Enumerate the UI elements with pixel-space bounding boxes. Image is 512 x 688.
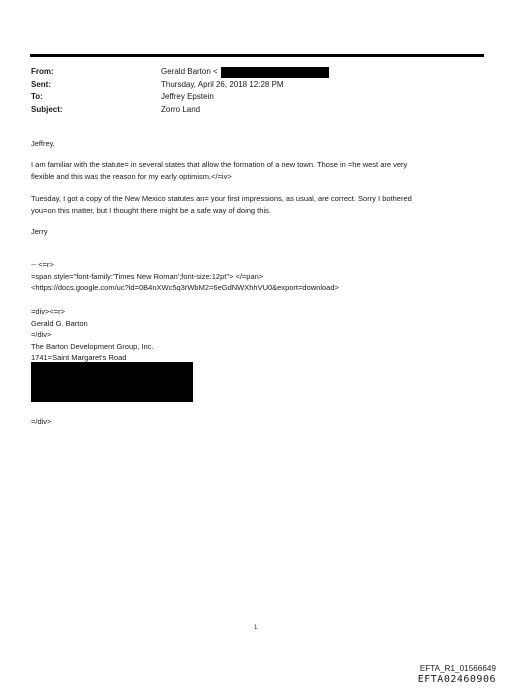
signature-line-1: -- <=r> <box>31 260 54 269</box>
paragraph-2 <box>31 193 481 216</box>
from-value: Gerald Barton < <box>161 67 218 76</box>
subject-label: Subject: <box>31 104 63 114</box>
redacted-email-block <box>221 67 329 78</box>
bates-number-primary: EFTA_R1_01566649 <box>419 664 496 673</box>
greeting: Jeffrey, <box>31 139 55 148</box>
sent-value: Thursday, April 26, 2018 12:28 PM <box>161 79 284 89</box>
page-number: 1 <box>254 625 258 631</box>
from-value-wrap <box>161 66 329 79</box>
email-header <box>31 66 329 116</box>
paragraph-1 <box>31 159 481 182</box>
header-rule <box>30 54 484 57</box>
sent-label: Sent: <box>31 79 51 89</box>
paragraph-2-line-1: Tuesday, I got a copy of the New Mexico statutes an= your first impressions, as usual, are correct. Sorry I bothered <box>31 194 412 203</box>
signoff: Jerry <box>31 227 48 236</box>
from-row <box>31 66 329 79</box>
signature-block <box>31 306 481 364</box>
signature-line-4: =div><=r> <box>31 307 65 316</box>
bates-number-secondary: EFTA02460906 <box>417 674 496 685</box>
to-row <box>31 91 329 104</box>
signature-line-9: =/div> <box>31 417 52 426</box>
signature-company: The Barton Development Group, Inc. <box>31 341 154 351</box>
signature-address: 1741=Saint Margaret's Road <box>31 353 127 362</box>
signature-link: <https://docs.google.com/uc?id=0B4nXWc5q3rWbM2=6eGdNWXhhVU0&export=download> <box>31 283 339 292</box>
to-label: To: <box>31 92 43 101</box>
paragraph-2-line-2: you=on this matter, but I thought there might be a safe way of doing this. <box>31 205 271 215</box>
subject-row <box>31 104 329 117</box>
signature-markup-block <box>31 259 481 294</box>
paragraph-1-line-2: flexible and this was the reason for my early optimism.</=iv> <box>31 171 232 181</box>
sent-row <box>31 79 329 92</box>
signature-line-2: =span style="font-family:'Times New Roman';font-size:12pt"> </=pan> <box>31 271 264 281</box>
paragraph-1-line-1: I am familiar with the statute= in several states that allow the formation of a new town. Those in =he west are very <box>31 160 408 169</box>
to-value: Jeffrey Epstein <box>161 92 214 101</box>
redacted-address-block <box>31 362 193 402</box>
signature-name: Gerald G. Barton <box>31 318 88 328</box>
subject-value: Zorro Land <box>161 104 201 114</box>
from-label: From: <box>31 67 54 76</box>
signature-line-6: =/div> <box>31 330 52 339</box>
